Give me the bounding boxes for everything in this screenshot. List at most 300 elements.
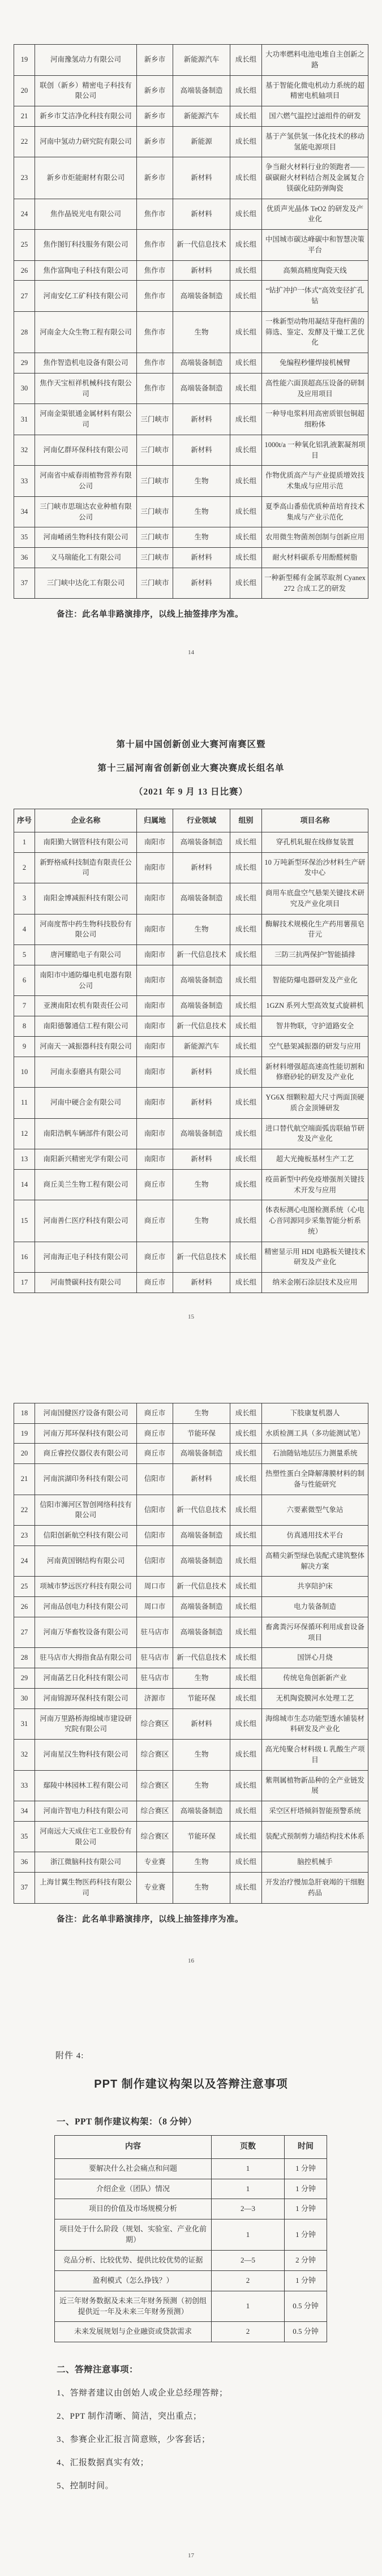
table-row: [14, 1495, 368, 1526]
cell-group: 成长组: [230, 1057, 262, 1088]
cell-industry: 高端装备制造: [173, 1444, 230, 1464]
cell-industry: 新一代信息技术: [173, 1016, 230, 1037]
cell-city: 南阳市: [137, 832, 173, 852]
cell-company: 焦作天宝桓祥机械科技有限公司: [35, 373, 137, 404]
table-row: [14, 230, 368, 261]
cell-company: 南阳勤大钢管科技有限公司: [35, 832, 137, 852]
cell-group: 成长组: [230, 1597, 262, 1617]
cell-time: 2 分钟: [285, 2251, 327, 2271]
cell-company: 河南品创电力科技有限公司: [35, 1597, 137, 1617]
cell-city: 综合赛区: [137, 1821, 173, 1852]
cell-group: 成长组: [230, 1526, 262, 1546]
table-row: [14, 157, 368, 199]
document-title: [0, 737, 382, 797]
cell-group: 成长组: [230, 126, 262, 157]
cell-no: 14: [14, 1169, 35, 1200]
cell-city: 南阳市: [137, 1118, 173, 1149]
cell-project: 高性能六面顶超高压设备的研制及应用项目: [262, 373, 368, 404]
cell-company: 河南国健医疗设备有限公司: [35, 1403, 137, 1423]
cell-industry: 高端装备制造: [173, 1118, 230, 1149]
cell-content: 项目的价值及市场规模分析: [55, 2199, 212, 2219]
cell-industry: 新材料: [173, 1149, 230, 1170]
cell-city: 三门峡市: [137, 496, 173, 527]
cell-project: 装配式预制剪力墙结构技术体系: [262, 1821, 368, 1852]
cell-company: 南阳浩帆车辆部件有限公司: [35, 1118, 137, 1149]
header-content: 内容: [55, 2135, 212, 2158]
cell-no: 22: [14, 1495, 35, 1526]
cell-group: 成长组: [230, 1149, 262, 1170]
cell-project: “钻扩冲护一体式”高效变径扩孔钻: [262, 281, 368, 312]
cell-industry: 新材料: [173, 404, 230, 435]
cell-city: 信阳市: [137, 1526, 173, 1546]
cell-city: 南阳市: [137, 852, 173, 883]
cell-industry: 高端装备制造: [173, 1526, 230, 1546]
section-2-heading: 二、答辩注意事项：: [57, 2365, 139, 2375]
table-row: [14, 568, 368, 599]
cell-project: 热塑性蛋白全降解薄膜材料的制备与性能研究: [262, 1464, 368, 1495]
cell-industry: 新材料: [173, 199, 230, 230]
table-row: [14, 1036, 368, 1057]
cell-city: 焦作市: [137, 230, 173, 261]
cell-industry: 生物: [173, 311, 230, 353]
table-row: [55, 2270, 327, 2291]
table-row: [14, 199, 368, 230]
cell-city: 南阳市: [137, 1088, 173, 1119]
cell-industry: 新一代信息技术: [173, 1648, 230, 1668]
cell-company: 焦作晶锐光电有限公司: [35, 199, 137, 230]
cell-group: 成长组: [230, 832, 262, 852]
cell-city: 信阳市: [137, 1464, 173, 1495]
cell-project: 10 万吨新型环保治沙材料生产研发中心: [262, 852, 368, 883]
cell-industry: 生物: [173, 1740, 230, 1771]
cell-company: 河南金渠银通金属材料有限公司: [35, 404, 137, 435]
cell-project: 脑控机械手: [262, 1852, 368, 1873]
cell-industry: 生物: [173, 1403, 230, 1423]
cell-no: 21: [14, 106, 35, 127]
cell-company: 信阳市浉河区智创网络科技有限公司: [35, 1495, 137, 1526]
cell-group: 成长组: [230, 1273, 262, 1293]
cell-pages: 2—3: [212, 2199, 285, 2219]
cell-project: 一种新型稀有金属萃取剂 Cyanex272 合成工艺的研发: [262, 568, 368, 599]
cell-city: 三门峡市: [137, 435, 173, 466]
cell-company: 河南善仁医疗科技有限公司: [35, 1200, 137, 1242]
cell-no: 24: [14, 1545, 35, 1577]
title-line-2: 第十三届河南省创新创业大赛决赛成长组名单: [97, 763, 285, 774]
cell-group: 成长组: [230, 1423, 262, 1444]
cell-city: 商丘市: [137, 1423, 173, 1444]
table-row: [14, 1597, 368, 1617]
table-row: [14, 1873, 368, 1904]
cell-company: 焦作图钉科技服务有限公司: [35, 230, 137, 261]
cell-group: 成长组: [230, 965, 262, 996]
cell-city: 周口市: [137, 1577, 173, 1597]
table-row: [14, 945, 368, 965]
attachment-title: PPT 制作建议构架以及答辩注意事项: [94, 2077, 288, 2090]
roster-table-rows-1-17: [14, 809, 368, 1293]
table-row: [14, 1464, 368, 1495]
cell-industry: 新材料: [173, 548, 230, 568]
cell-industry: 节能环保: [173, 1423, 230, 1444]
cell-project: 高频高精度陶瓷天线: [262, 260, 368, 281]
cell-no: 16: [14, 1242, 35, 1273]
cell-no: 30: [14, 373, 35, 404]
cell-project: 采空区杆塔倾斜智能预警系统: [262, 1801, 368, 1822]
cell-industry: 生物: [173, 1873, 230, 1904]
cell-no: 20: [14, 75, 35, 106]
cell-industry: 生物: [173, 1668, 230, 1689]
cell-city: 焦作市: [137, 260, 173, 281]
cell-group: 成长组: [230, 1118, 262, 1149]
table-row: [14, 126, 368, 157]
cell-pages: 2: [212, 2270, 285, 2291]
table-row: [14, 1740, 368, 1771]
cell-company: 南阳市中通防爆电机电器有限公司: [35, 965, 137, 996]
cell-group: 成长组: [230, 230, 262, 261]
cell-project: 国六燃气温控过滤组件的研发: [262, 106, 368, 127]
cell-pages: 1: [212, 2219, 285, 2251]
cell-industry: 高端装备制造: [173, 883, 230, 915]
cell-project: 六要素微型气象站: [262, 1495, 368, 1526]
cell-company: 三门峡中达化工有限公司: [35, 568, 137, 599]
cell-project: 水质检测工具（多功能测试笔）: [262, 1423, 368, 1444]
cell-city: 南阳市: [137, 883, 173, 915]
cell-industry: 新一代信息技术: [173, 1242, 230, 1273]
cell-content: 介绍企业（团队）情况: [55, 2179, 212, 2199]
cell-city: 三门峡市: [137, 527, 173, 548]
cell-company: 河南菡艺日化科技有限公司: [35, 1668, 137, 1689]
table-row: [14, 1688, 368, 1708]
cell-group: 成长组: [230, 157, 262, 199]
cell-industry: 新一代信息技术: [173, 945, 230, 965]
cell-industry: 新能源汽车: [173, 106, 230, 127]
page-number: 15: [188, 1313, 194, 1320]
table-row: [14, 353, 368, 373]
cell-project: 三防三抗两保护”智能插排: [262, 945, 368, 965]
cell-company: 河南崤函生物科技有限公司: [35, 527, 137, 548]
cell-company: 新乡市炬能耐材有限公司: [35, 157, 137, 199]
cell-industry: 新材料: [173, 568, 230, 599]
cell-industry: 高端装备制造: [173, 281, 230, 312]
cell-city: 南阳市: [137, 1036, 173, 1057]
table-row: [14, 1016, 368, 1037]
cell-no: 33: [14, 466, 35, 497]
cell-content: 近三年财务数据及未来三年财务预测（初创组提供近一年及未来三年财务预测）: [55, 2291, 212, 2322]
cell-project: 耐火材料碳系专用酚醛树脂: [262, 548, 368, 568]
cell-no: 20: [14, 1444, 35, 1464]
table-row: [14, 965, 368, 996]
cell-company: 上海甘翼生物医药科技有限公司: [35, 1873, 137, 1904]
table-row: [55, 2158, 327, 2179]
cell-company: 商丘睿控仪器仪表有限公司: [35, 1444, 137, 1464]
cell-project: 高精尖新型绿色装配式建筑整体解决方案: [262, 1545, 368, 1577]
cell-project: 基于产氢供氢一体化技术的移动氢能电源项目: [262, 126, 368, 157]
cell-company: 河南度帮中药生物科技股份有限公司: [35, 914, 137, 945]
header-group: 组别: [230, 809, 262, 832]
cell-group: 成长组: [230, 1088, 262, 1119]
table-row: [14, 1118, 368, 1149]
cell-no: 36: [14, 1852, 35, 1873]
table-row: [55, 2291, 327, 2322]
cell-group: 成长组: [230, 1668, 262, 1689]
cell-company: 新乡市艾洁净化科技有限公司: [35, 106, 137, 127]
table-row: [14, 1526, 368, 1546]
cell-no: 17: [14, 1273, 35, 1293]
qa-note-item: 4、汇报数据真实有效；: [57, 2458, 149, 2468]
qa-note-item: 5、控制时间。: [57, 2481, 114, 2491]
cell-group: 成长组: [230, 1801, 262, 1822]
cell-city: 综合赛区: [137, 1770, 173, 1801]
cell-group: 成长组: [230, 1403, 262, 1423]
cell-no: 10: [14, 1057, 35, 1088]
cell-project: 畜禽粪污环保循环利用成套设备项目: [262, 1617, 368, 1648]
cell-no: 34: [14, 1801, 35, 1822]
cell-no: 23: [14, 157, 35, 199]
cell-no: 23: [14, 1526, 35, 1546]
cell-company: 亚澳南阳农机有限责任公司: [35, 996, 137, 1016]
table-row: [14, 1577, 368, 1597]
cell-company: 义马瑞能化工有限公司: [35, 548, 137, 568]
table-row: [14, 1545, 368, 1577]
cell-company: 河南锦源环保科技有限公司: [35, 1688, 137, 1708]
cell-group: 成长组: [230, 1016, 262, 1037]
cell-industry: 新材料: [173, 1464, 230, 1495]
cell-industry: 新材料: [173, 435, 230, 466]
cell-no: 8: [14, 1016, 35, 1037]
cell-no: 19: [14, 45, 35, 76]
cell-content: 未来发展规划与企业融资或贷款需求: [55, 2322, 212, 2342]
cell-city: 商丘市: [137, 1273, 173, 1293]
cell-project: 体表标测心电图检测系统（心电心音同源同步采集智能分析系统）: [262, 1200, 368, 1242]
cell-city: 焦作市: [137, 353, 173, 373]
roster-header-row: [14, 809, 368, 832]
cell-company: 三门峡市思瑞达农业种植有限公司: [35, 496, 137, 527]
cell-city: 济源市: [137, 1688, 173, 1708]
cell-no: 26: [14, 1597, 35, 1617]
cell-no: 19: [14, 1423, 35, 1444]
page-number: 14: [188, 649, 194, 656]
cell-city: 驻马店市: [137, 1648, 173, 1668]
cell-company: 河南万华畜牧设备有限公司: [35, 1617, 137, 1648]
cell-content: 盈利模式（怎么挣钱？）: [55, 2270, 212, 2291]
cell-company: 河南安亿工矿科技有限公司: [35, 281, 137, 312]
cell-group: 成长组: [230, 1444, 262, 1464]
cell-content: 竞品分析、比较优势、提供比较优势的证据: [55, 2251, 212, 2271]
qa-note-item: 1、答辩者建议由创始人或企业总经理答辩；: [57, 2389, 228, 2398]
table-row: [14, 1149, 368, 1170]
cell-no: 13: [14, 1149, 35, 1170]
cell-group: 成长组: [230, 1821, 262, 1852]
cell-industry: 高端装备制造: [173, 1617, 230, 1648]
cell-group: 成长组: [230, 1617, 262, 1648]
cell-no: 33: [14, 1770, 35, 1801]
cell-company: 信阳创新航空科技有限公司: [35, 1526, 137, 1546]
cell-project: 1GZN 系列大型高效复式旋耕机: [262, 996, 368, 1016]
cell-project: 商用车底盘空气悬架关键技术研究及产业化项目: [262, 883, 368, 915]
table-row: [14, 1423, 368, 1444]
cell-no: 27: [14, 1617, 35, 1648]
cell-group: 成长组: [230, 466, 262, 497]
cell-no: 5: [14, 945, 35, 965]
cell-company: 河南万邦环保科技有限公司: [35, 1423, 137, 1444]
qa-note-item: 3、参赛企业汇报言简意赅，少客套话；: [57, 2435, 211, 2445]
cell-company: 南阳德馨通信工程有限公司: [35, 1016, 137, 1037]
table-row: [14, 1648, 368, 1668]
cell-industry: 生物: [173, 496, 230, 527]
cell-company: 唐河耀皓电子有限公司: [35, 945, 137, 965]
table-row: [14, 1668, 368, 1689]
cell-industry: 高端装备制造: [173, 1801, 230, 1822]
cell-city: 商丘市: [137, 1242, 173, 1273]
cell-group: 成长组: [230, 1545, 262, 1577]
cell-time: 1 分钟: [285, 2219, 327, 2251]
cell-project: 石油随钻地层压力测量系统: [262, 1444, 368, 1464]
cell-city: 三门峡市: [137, 548, 173, 568]
cell-no: 22: [14, 126, 35, 157]
cell-industry: 新材料: [173, 852, 230, 883]
cell-company: 河南天一减振器科技有限公司: [35, 1036, 137, 1057]
cell-project: 精密显示用 HDI 电路板关键技术研发及产业化: [262, 1242, 368, 1273]
table-row: [14, 404, 368, 435]
cell-no: 4: [14, 914, 35, 945]
table-row: [14, 45, 368, 76]
cell-project: 农用微生物菌剂创制与创新应用: [262, 527, 368, 548]
cell-company: 焦作智造机电设备有限公司: [35, 353, 137, 373]
table-row: [14, 281, 368, 312]
cell-project: 高光纯聚合材料级 L 乳酸生产项目: [262, 1740, 368, 1771]
table-row: [14, 527, 368, 548]
table-row: [14, 1273, 368, 1293]
cell-company: 焦作富陶电子科技有限公司: [35, 260, 137, 281]
cell-project: 纳米金刚石涂层技术及应用: [262, 1273, 368, 1293]
cell-industry: 生物: [173, 1770, 230, 1801]
cell-project: 下肢康复机器人: [262, 1403, 368, 1423]
cell-time: 1 分钟: [285, 2270, 327, 2291]
qa-note-item: 2、PPT 制作清晰、简洁，突出重点；: [57, 2412, 202, 2422]
cell-project: 优质声光晶体 TeO2 的研发及产业化: [262, 199, 368, 230]
cell-industry: 高端装备制造: [173, 996, 230, 1016]
table-row: [14, 1821, 368, 1852]
cell-company: 河南海正电子科技有限公司: [35, 1242, 137, 1273]
cell-project: 超大光掩板基材生产工艺: [262, 1149, 368, 1170]
cell-industry: 新能源: [173, 126, 230, 157]
table-row: [14, 883, 368, 915]
cell-pages: 2—5: [212, 2251, 285, 2271]
table-row: [14, 1169, 368, 1200]
cell-time: 1 分钟: [285, 2179, 327, 2199]
cell-company: 联创（新乡）精密电子科技有限公司: [35, 75, 137, 106]
cell-no: 25: [14, 1577, 35, 1597]
cell-pages: 2: [212, 2322, 285, 2342]
cell-group: 成长组: [230, 106, 262, 127]
cell-industry: 生物: [173, 527, 230, 548]
cell-company: 河南中硬合金有限公司: [35, 1088, 137, 1119]
cell-industry: 新一代信息技术: [173, 230, 230, 261]
cell-project: 一株新型动物用凝结芽孢杆菌的筛选、鉴定、发酵及干燥工艺优化: [262, 311, 368, 353]
cell-no: 32: [14, 435, 35, 466]
cell-city: 周口市: [137, 1597, 173, 1617]
cell-no: 30: [14, 1688, 35, 1708]
cell-city: 焦作市: [137, 281, 173, 312]
cell-city: 新乡市: [137, 106, 173, 127]
table-row: [14, 75, 368, 106]
cell-city: 南阳市: [137, 914, 173, 945]
table-row: [14, 996, 368, 1016]
cell-time: 1 分钟: [285, 2158, 327, 2179]
cell-city: 商丘市: [137, 1169, 173, 1200]
table-row: [14, 548, 368, 568]
cell-group: 成长组: [230, 1873, 262, 1904]
cell-no: 2: [14, 852, 35, 883]
cell-industry: 高端装备制造: [173, 75, 230, 106]
cell-city: 专业赛: [137, 1852, 173, 1873]
cell-company: 河南黄国钢结构有限公司: [35, 1545, 137, 1577]
cell-group: 成长组: [230, 1495, 262, 1526]
title-line-1: 第十届中国创新创业大赛河南赛区暨: [116, 740, 266, 750]
cell-project: 夏季高山番茄优质种苗培育技术集成与产业示范化: [262, 496, 368, 527]
table-row: [55, 2251, 327, 2271]
table-row: [14, 1444, 368, 1464]
cell-industry: 高端装备制造: [173, 832, 230, 852]
cell-industry: 新一代信息技术: [173, 1495, 230, 1526]
cell-content: 项目处于什么阶段（规划、实验室、产业化前期）: [55, 2219, 212, 2251]
cell-city: 商丘市: [137, 1200, 173, 1242]
cell-industry: 生物: [173, 1200, 230, 1242]
cell-city: 南阳市: [137, 965, 173, 996]
cell-city: 南阳市: [137, 945, 173, 965]
table-row: [14, 1200, 368, 1242]
cell-company: 河南亿群环保科技有限公司: [35, 435, 137, 466]
table-row: [14, 1770, 368, 1801]
cell-company: 河南远大天成住宅工业股份有限公司: [35, 1821, 137, 1852]
cell-no: 24: [14, 199, 35, 230]
table-row: [14, 1403, 368, 1423]
cell-project: 基于智能化微电机动力系统的超精密电机轴项目: [262, 75, 368, 106]
table-row: [14, 260, 368, 281]
cell-group: 成长组: [230, 883, 262, 915]
cell-company: 商丘美兰生物工程有限公司: [35, 1169, 137, 1200]
cell-no: 7: [14, 996, 35, 1016]
cell-company: 河南中氢动力研究院有限公司: [35, 126, 137, 157]
table-row: [14, 466, 368, 497]
table-row: [14, 496, 368, 527]
table-row: [55, 2179, 327, 2199]
table-row: [14, 1057, 368, 1088]
cell-city: 新乡市: [137, 157, 173, 199]
attachment-label: 附件 4:: [55, 2051, 84, 2060]
cell-company: 河南省中威春雨植物营养有限公司: [35, 466, 137, 497]
table-row: [14, 106, 368, 127]
cell-time: 0.5 分钟: [285, 2291, 327, 2322]
cell-city: 综合赛区: [137, 1801, 173, 1822]
cell-city: 驻马店市: [137, 1668, 173, 1689]
cell-group: 成长组: [230, 1464, 262, 1495]
roster-table-rows-19-37: [14, 44, 368, 599]
cell-group: 成长组: [230, 1708, 262, 1740]
cell-group: 成长组: [230, 435, 262, 466]
cell-group: 成长组: [230, 1740, 262, 1771]
cell-company: 河南赞碳科技有限公司: [35, 1273, 137, 1293]
cell-no: 21: [14, 1464, 35, 1495]
roster-note: 备注：此名单非路演排序，以线上抽签排序为准。: [57, 1914, 243, 1924]
cell-project: 作物优质高产与产业提质增效技术集成与应用示范: [262, 466, 368, 497]
cell-industry: 生物: [173, 1169, 230, 1200]
ppt-header-row: [55, 2135, 327, 2158]
cell-company: 河南星汉生物科技有限公司: [35, 1740, 137, 1771]
cell-project: 国饼心月烧: [262, 1648, 368, 1668]
cell-group: 成长组: [230, 914, 262, 945]
qa-notes-list: [57, 2386, 382, 2491]
cell-project: 电力装备制造: [262, 1597, 368, 1617]
